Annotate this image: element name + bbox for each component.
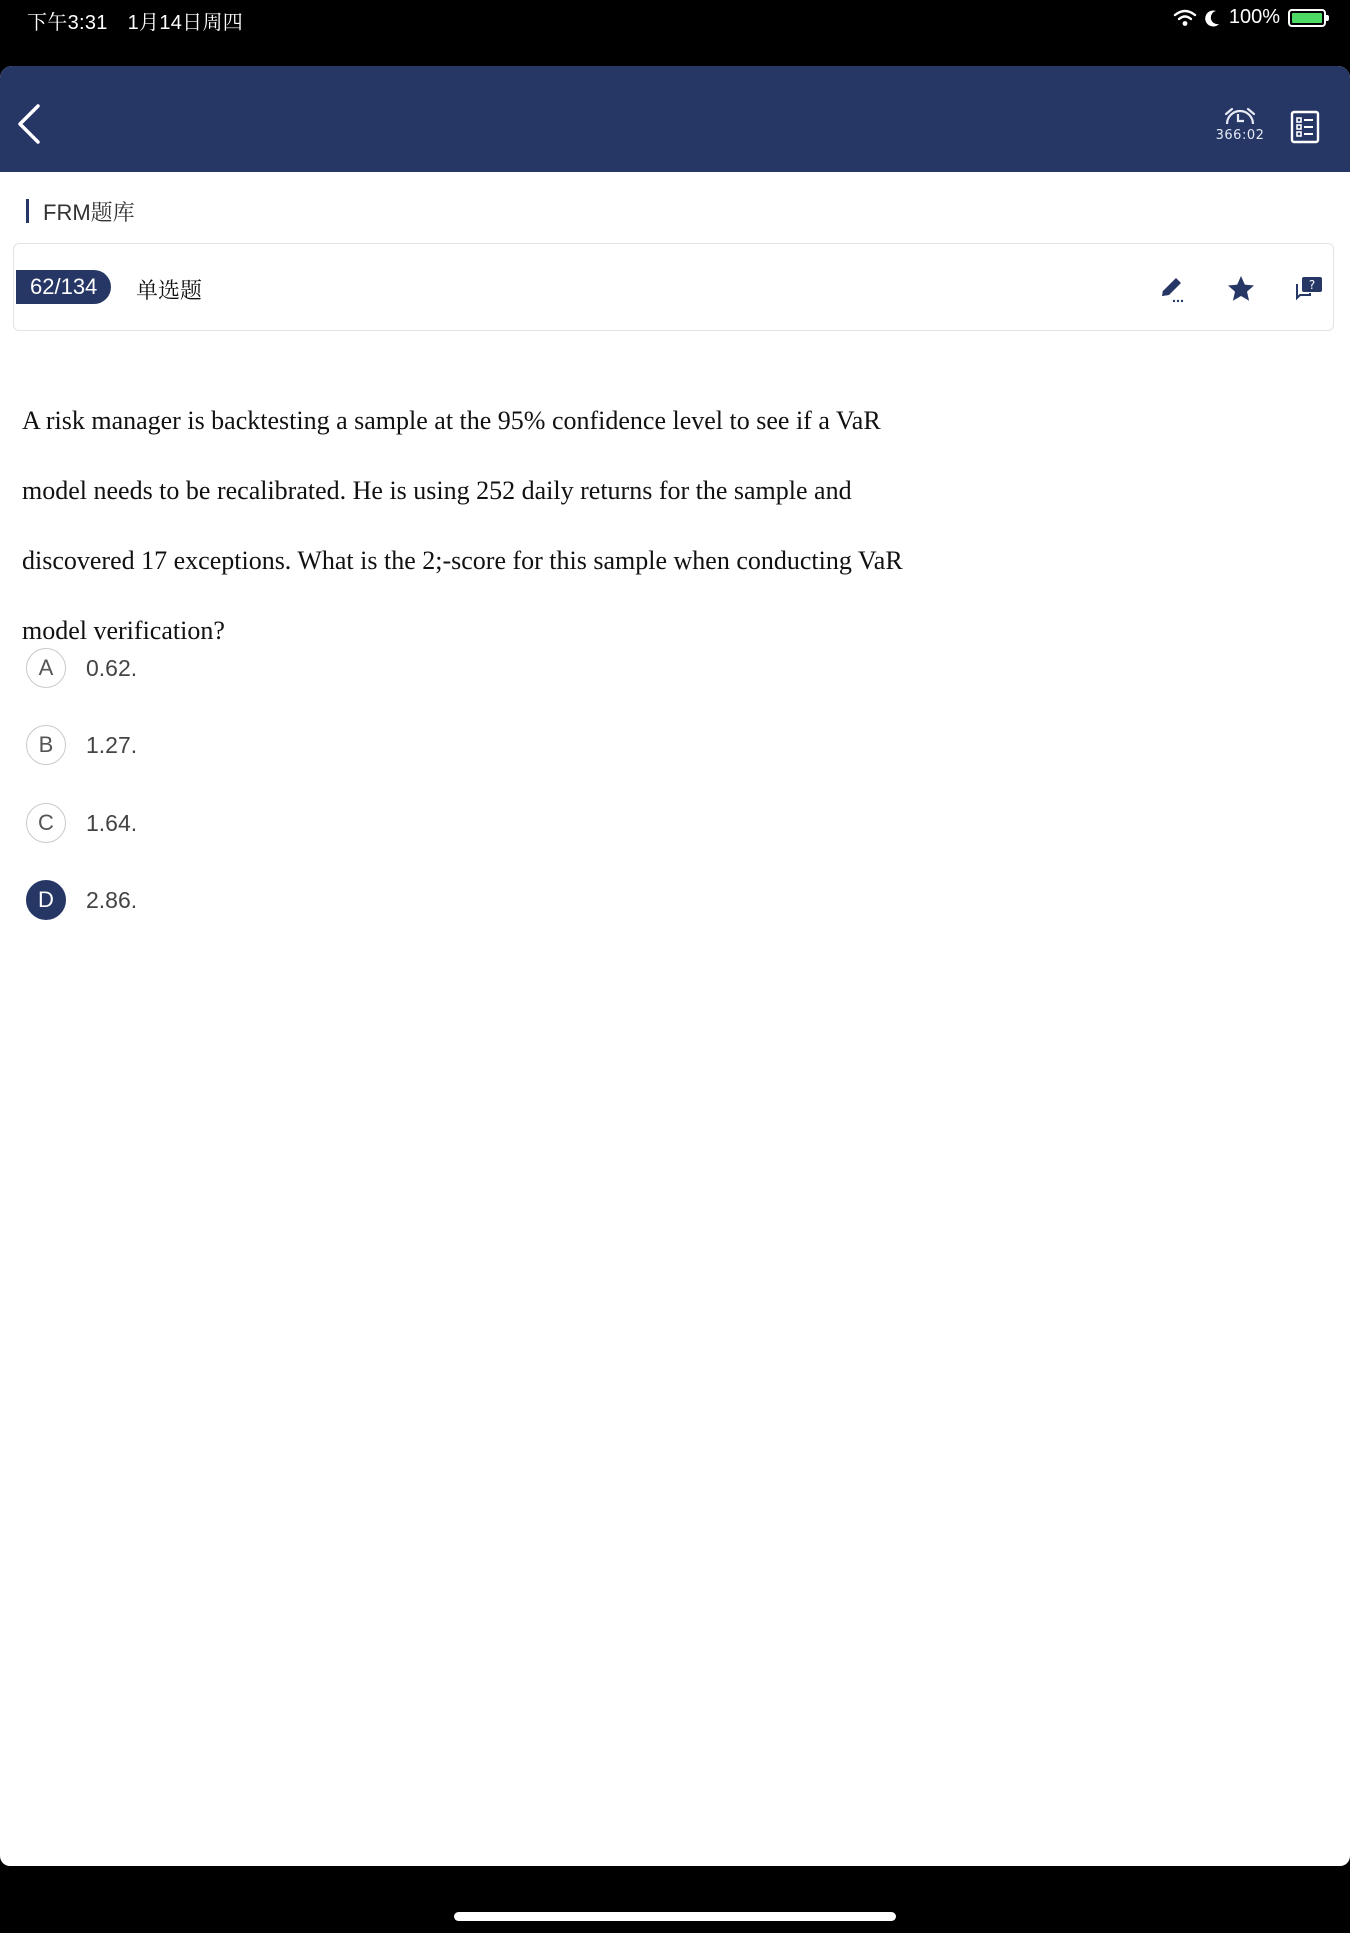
feedback-icon[interactable]	[1294, 274, 1324, 304]
status-bar	[0, 0, 1350, 40]
wifi-icon	[1173, 9, 1197, 27]
timer-value: 366:02	[1215, 128, 1265, 143]
option-text: 1.27.	[86, 731, 138, 758]
question-line: A risk manager is backtesting a sample at the 95% confidence level to see if a VaR	[22, 406, 881, 435]
option-letter: A	[26, 648, 66, 688]
section-title-marker	[26, 199, 29, 223]
battery-icon	[1288, 9, 1326, 27]
star-icon[interactable]	[1226, 274, 1256, 304]
section-title-text: FRM题库	[43, 199, 135, 225]
question-line: discovered 17 exceptions. What is the 2;-score for this sample when conducting VaR	[22, 546, 903, 575]
svg-text:?: ?	[1308, 278, 1316, 292]
option-a[interactable]	[26, 646, 137, 690]
option-c[interactable]	[26, 801, 137, 845]
moon-icon	[1205, 9, 1221, 27]
status-time: 下午3:31	[27, 12, 108, 34]
back-icon[interactable]	[12, 102, 52, 146]
status-date: 1月14日周四	[127, 12, 244, 34]
answer-sheet-icon[interactable]	[1290, 110, 1320, 144]
option-letter: D	[26, 880, 66, 920]
option-text: 0.62.	[86, 654, 138, 681]
question-line: model needs to be recalibrated. He is using 252 daily returns for the sample and	[22, 476, 852, 505]
option-b[interactable]	[26, 723, 137, 767]
option-text: 2.86.	[86, 886, 138, 913]
alarm-clock-icon	[1223, 106, 1257, 128]
home-indicator[interactable]	[454, 1912, 896, 1921]
option-letter: B	[26, 725, 66, 765]
question-progress-badge: 62/134	[16, 270, 111, 304]
question-line: model verification?	[22, 616, 225, 645]
edit-note-icon[interactable]	[1156, 274, 1186, 304]
option-d[interactable]	[26, 878, 137, 922]
app-screen	[0, 66, 1350, 1866]
section-title	[26, 196, 135, 226]
status-time-date	[27, 6, 243, 35]
question-header-card	[13, 243, 1334, 331]
status-indicators	[1173, 6, 1326, 29]
question-type-label: 单选题	[136, 278, 203, 303]
option-letter: C	[26, 803, 66, 843]
option-text: 1.64.	[86, 809, 138, 836]
top-navbar	[0, 66, 1350, 172]
battery-percent: 100%	[1228, 6, 1280, 28]
exam-timer[interactable]	[1208, 106, 1272, 152]
